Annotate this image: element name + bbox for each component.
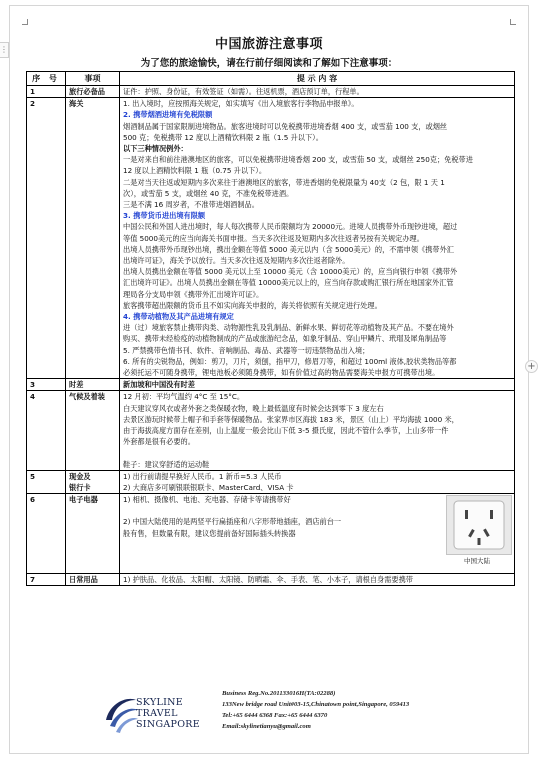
logo-text-skyline: SKYLINE — [136, 697, 184, 708]
note-line: 去景区游玩时候带上帽子和手套等保暖物品。张家界市区海拔 183 米，景区（山上）平均海拔 1000 米， — [123, 414, 459, 424]
note-line: 一是对来自和前往港澳地区的旅客，可以免税携带进境香烟 200 支，或雪茄 50 支，或烟丝 250克；免税带进 — [123, 155, 473, 165]
row-number: 2 — [27, 98, 66, 379]
note-line: 必须托运不可随身携带，锂电池板必须随身携带，如有价值过高的物品需要海关申报方可携带出境。 — [123, 368, 440, 378]
row-number: 6 — [27, 494, 66, 574]
note-line: 1. 出入境时，应按照海关规定，如实填写《出入境旅客行李物品申报单》。 — [123, 99, 359, 109]
note-line: 2) 中国大陆使用的是两竖平行扁插座和八字形带地插座，酒店前台一 — [123, 517, 342, 527]
skyline-swoosh-logo — [102, 690, 202, 740]
row-item: 旅行必备品 — [66, 86, 120, 98]
note-line: 二是对当天往返或短期内多次来往于港澳地区的旅客，带进香烟的免税限量为 40支（2 包，限 1 天 1 — [123, 177, 445, 187]
table-row — [27, 494, 515, 574]
note-line: 烟酒制品属于国家限制进境物品。旅客进境时可以免税携带进境香烟 400 支，或雪茄 100 支，或烟丝 — [123, 121, 448, 131]
note-line: 等值 5000美元的应当向海关书面申报。当天多次往返及短期内多次往返者另按有关规定办理。 — [123, 233, 424, 243]
note-line: 5. 严禁携带色情书刊、软件、音响制品、毒品、武器等一切违禁物品出入境； — [123, 345, 370, 355]
row-notes — [120, 379, 515, 391]
note-line — [123, 448, 511, 459]
header-item: 事项 — [66, 72, 120, 86]
table-header-row — [27, 72, 515, 86]
contact-numbers: Tel:+65 6444 6368 Fax:+65 6444 6370 — [222, 712, 328, 719]
row-item: 海关 — [66, 98, 120, 379]
table-row — [27, 98, 515, 379]
note-line: 500 克；免税携带 12 度以上酒精饮料限 2 瓶（1.5 升以下）。 — [123, 132, 323, 142]
header-no: 序 号 — [27, 72, 66, 86]
row-number: 4 — [27, 391, 66, 470]
note-line: 12 度以上酒精饮料限 1 瓶（0.75 升以下）。 — [123, 166, 267, 176]
business-reg: Business Reg.No.201133016H(TA:02288) — [222, 690, 336, 697]
crop-mark-top-left — [22, 19, 28, 25]
row-notes — [120, 86, 515, 98]
row-number: 7 — [27, 574, 66, 586]
row-number: 1 — [27, 86, 66, 98]
note-line: 1) 护肤品、化妆品、太阳帽、太阳镜、防晒霜、伞、手表、笔、小本子，请根自身需要携带 — [123, 575, 413, 585]
row-notes — [120, 494, 515, 574]
note-line: 次），或雪茄 5 支，或烟丝 40 克，不准免税带进酒。 — [123, 188, 294, 198]
note-line: 购买、携带未经检疫的动植物制成的产品或旅游纪念品，如象牙制品、穿山甲鳞片、玳瑁及犀角制品等 — [123, 334, 447, 344]
note-line: 证件：护照、身份证，有效签证（如需）。往返机票，酒店预订单，行程单。 — [123, 87, 364, 96]
notes-table — [26, 71, 515, 586]
note-line: 外套都是很有必要的。 — [123, 437, 195, 447]
note-line: 旅客携带超出限额的货币且不如实向海关申报的，海关将依照有关规定进行处理。 — [123, 300, 382, 310]
table-row — [27, 391, 515, 470]
row-notes — [120, 470, 515, 493]
logo-text-singapore: SINGAPORE — [136, 719, 200, 730]
note-line: 由于海拔高度方面存在差别，山上温度一般会比山下低 3-5 摄氏度，因此不管什么季节，上山多带一件 — [123, 426, 449, 436]
row-notes — [120, 574, 515, 586]
table-row — [27, 470, 515, 493]
row-item: 气候及着装 — [66, 391, 120, 470]
email-address: Email:skylinetianyu@gmail.com — [222, 723, 311, 730]
street-address: 133New bridge road Unit#03-15,Chinatown point,Singapore, 059413 — [222, 701, 410, 708]
row-notes — [120, 98, 515, 379]
table-row — [27, 574, 515, 586]
header-notes: 提 示 内 容 — [120, 72, 515, 86]
note-line: 出境人员携出金额在等值 5000 美元以上至 10000 美元（含 10000美元）的，应当向银行申领《携带外 — [123, 267, 458, 277]
note-line: 4. 携带动植物及其产品进境有规定 — [123, 312, 234, 322]
note-line: 理局各分支局申领《携带外汇出境许可证》。 — [123, 289, 264, 299]
note-line: 中国公民和外国人进出境时，每人每次携带人民币限额均为 20000元。进境人员携带外币现钞进境，超过 — [123, 222, 458, 232]
crop-mark-top-right — [510, 19, 516, 25]
document-title: 中国旅游注意事项 — [214, 37, 323, 52]
row-item: 电子电器 — [66, 494, 120, 574]
note-line: 1) 相机、摄像机、电池、充电器、存储卡等请携带好 — [123, 495, 291, 505]
note-line: 2) 大商店多可刷银联银联卡、MasterCard、VISA 卡 — [123, 482, 294, 492]
note-line: 12 月初：平均气温约 4°C 至 15°C。 — [123, 392, 245, 402]
row-number: 5 — [27, 470, 66, 493]
socket-caption: 中国大陆 — [464, 557, 490, 566]
row-item: 日常用品 — [66, 574, 120, 586]
document-subtitle: 为了您的旅途愉快，请在行前仔细阅读和了解如下注意事项： — [140, 58, 398, 69]
note-line: 出境人员携带外币现钞出境，携出金额在等值 5000 美元以内（含 5000美元）的，不需申领《携带外汇 — [123, 244, 454, 254]
logo-text-travel: TRAVEL — [136, 708, 178, 719]
footer — [0, 686, 538, 744]
note-line: 进（过）境旅客禁止携带肉类、动物源性乳及乳制品、新鲜水果、鲜切花等动植物及其产品。不要在境外 — [123, 323, 454, 333]
note-line: 汇出境许可证》。出境人员携出金额在等值 10000美元以上的，应当向存款或购汇银行所在地国家外汇管 — [123, 278, 454, 288]
note-line: 鞋子：建议穿舒适的运动鞋 — [123, 459, 210, 469]
add-block-button[interactable]: + — [525, 360, 538, 373]
row-item: 时差 — [66, 379, 120, 391]
note-line: 6. 所有的尖锐物品，例如：剪刀，刀片，须刨，指甲刀，修眉刀等，和超过 100ml 液体,胶状类物品等都 — [123, 356, 457, 366]
note-line: 2. 携带烟酒进境有免税限额 — [123, 110, 213, 120]
power-socket-icon — [446, 495, 512, 555]
note-line: 新加坡和中国没有时差 — [123, 380, 195, 390]
note-line: 般有售，但数量有限，建议您提前备好国际插头转换器 — [123, 528, 296, 538]
note-line: 以下三种情况例外： — [123, 144, 188, 154]
note-line: 出境许可证》，海关予以放行。当天多次往返及短期内多次往返者除外。 — [123, 256, 350, 266]
note-line: 3. 携带货币进出境有限额 — [123, 211, 206, 221]
note-line: 1) 出行前请提早换好人民币。1 新币=5.3 人民币 — [123, 471, 282, 481]
table-row — [27, 86, 515, 98]
row-item: 现金及 银行卡 — [66, 470, 120, 493]
company-address — [222, 688, 409, 732]
row-number: 3 — [27, 379, 66, 391]
list-handle-icon[interactable]: ⋮ — [0, 42, 9, 58]
note-line: 白天建议穿风衣或者外套之类保暖衣物，晚上最低温度有时候会达到零下 3 度左右 — [123, 403, 384, 413]
row-notes — [120, 391, 515, 470]
table-row — [27, 379, 515, 391]
note-line: 三是不满 16 周岁者，不准带进烟酒制品。 — [123, 200, 259, 210]
